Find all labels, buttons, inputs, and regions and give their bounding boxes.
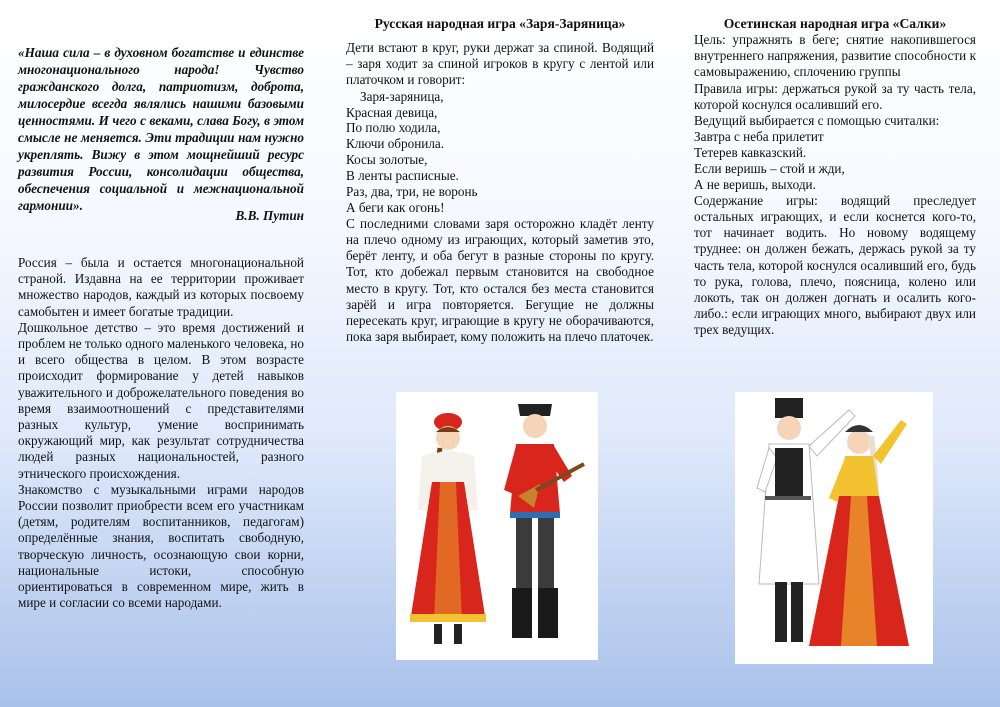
russian-costume-illustration [396, 392, 598, 660]
verse-line: В ленты расписные. [346, 168, 459, 184]
intro-text [18, 255, 304, 611]
verse-line: Красная девица, [346, 104, 438, 120]
verse-line: А не веришь, выходи. [694, 176, 816, 192]
zarya-title: Русская народная игра «Заря-Заряница» [374, 16, 626, 31]
verse-line: Ключи обронила. [346, 136, 445, 152]
salki-body [694, 32, 976, 339]
zarya-verse [346, 89, 654, 216]
verse-line: Заря-заряница, [360, 88, 444, 104]
zarya-intro: Дети встают в круг, руки держат за спиной. Водящий – заря ходит за спиной игроков в кругу с лентой или платочком и говорит: [346, 40, 654, 88]
verse-line: По полю ходила, [346, 120, 441, 136]
salki-goal: Цель: упражнять в беге; снятие накопившегося внутреннего напряжения, развитие способности к самовыражению, сплочению группы [694, 32, 976, 80]
ossetian-costume-illustration [735, 392, 933, 664]
ossetian-couple-image [735, 392, 933, 664]
verse-line: Раз, два, три, не воронь [346, 184, 478, 200]
zarya-body [346, 40, 654, 345]
salki-rules: Правила игры: держаться рукой за ту часть тела, которой коснулся осаливший его. [694, 80, 976, 112]
verse-line: Завтра с неба прилетит [694, 129, 824, 145]
paragraph-music-games: Знакомство с музыкальными играми народов России позволит приобрести всем его участникам (детям, родителям воспитанников, педагогам) определённые знания, воспитать свободную, творческую личность, осознающую свои корни, национальные истоки, способную ориентироваться в современном мире, жить в мире и согласии со всеми народами. [18, 481, 304, 611]
putin-quote: «Наша сила – в духовном богатстве и единстве многонационального народа! Чувство гражданского долга, патриотизм, доброта, милосердие всегда являлись нашими базовыми ценностями. И чего с веками, слава Богу, в этом смысле не меняется. Эти традиции нам нужно укреплять. Вижу в этом мощнейший ресурс развития России, консолидации общества, обеспечения социальной и межнациональной гармонии». [18, 45, 304, 213]
russian-couple-image [396, 392, 598, 660]
quote-author: В.В. Путин [235, 208, 304, 223]
salki-content: Содержание игры: водящий преследует остальных играющих, и если коснется кого-то, тот начинает водить. Но новому водящему труднее: он должен бежать, держась рукой за ту часть тела, которой коснулся осаливший его, будь то рука, голова, плечо, поясница, колено или локоть, так он должен догнать и осалить кого- либо.: если играющих много, выбирают двух или трех ведущих. [694, 192, 976, 338]
paragraph-russia: Россия – была и остается многонациональной страной. Издавна на ее территории проживает множество народов, каждый из которых посвоему самобытен и имеет богатые традиции. [18, 255, 304, 319]
salki-title: Осетинская народная игра «Салки» [723, 16, 947, 31]
verse-line: Тетерев кавказский. [694, 145, 807, 161]
paragraph-childhood: Дошкольное детство – это время достижений и проблем не только одного маленького человека, но и всего общества в целом. В этом возрасте происходит формирование у детей навыков уважительного и доброжелательного поведения во время взаимоотношений с представителями разных культур, умение воспринимать окружающий мир, как результат сотрудничества людей разных национальностей, разного этнического происхождения. [18, 319, 304, 481]
verse-line: Косы золотые, [346, 152, 428, 168]
verse-line: А беги как огонь! [346, 199, 445, 215]
verse-line: Если веришь – стой и жди, [694, 161, 845, 177]
salki-leader: Ведущий выбирается с помощью считалки: [694, 113, 940, 129]
salki-verse [694, 129, 976, 193]
zarya-rules: С последними словами заря осторожно кладёт ленту на плечо одному из играющих, который заметив это, берёт ленту, и оба бегут в разные стороны по кругу. Тот, кто добежал первым становится на свободное место в кругу. Тот, кто остался без места становится зарёй и игра повторяется. Бегущие не должны пересекать круг, играющие в кругу не оборачиваются, пока заря выбирает, кому положить на плечо платочек. [346, 215, 654, 345]
